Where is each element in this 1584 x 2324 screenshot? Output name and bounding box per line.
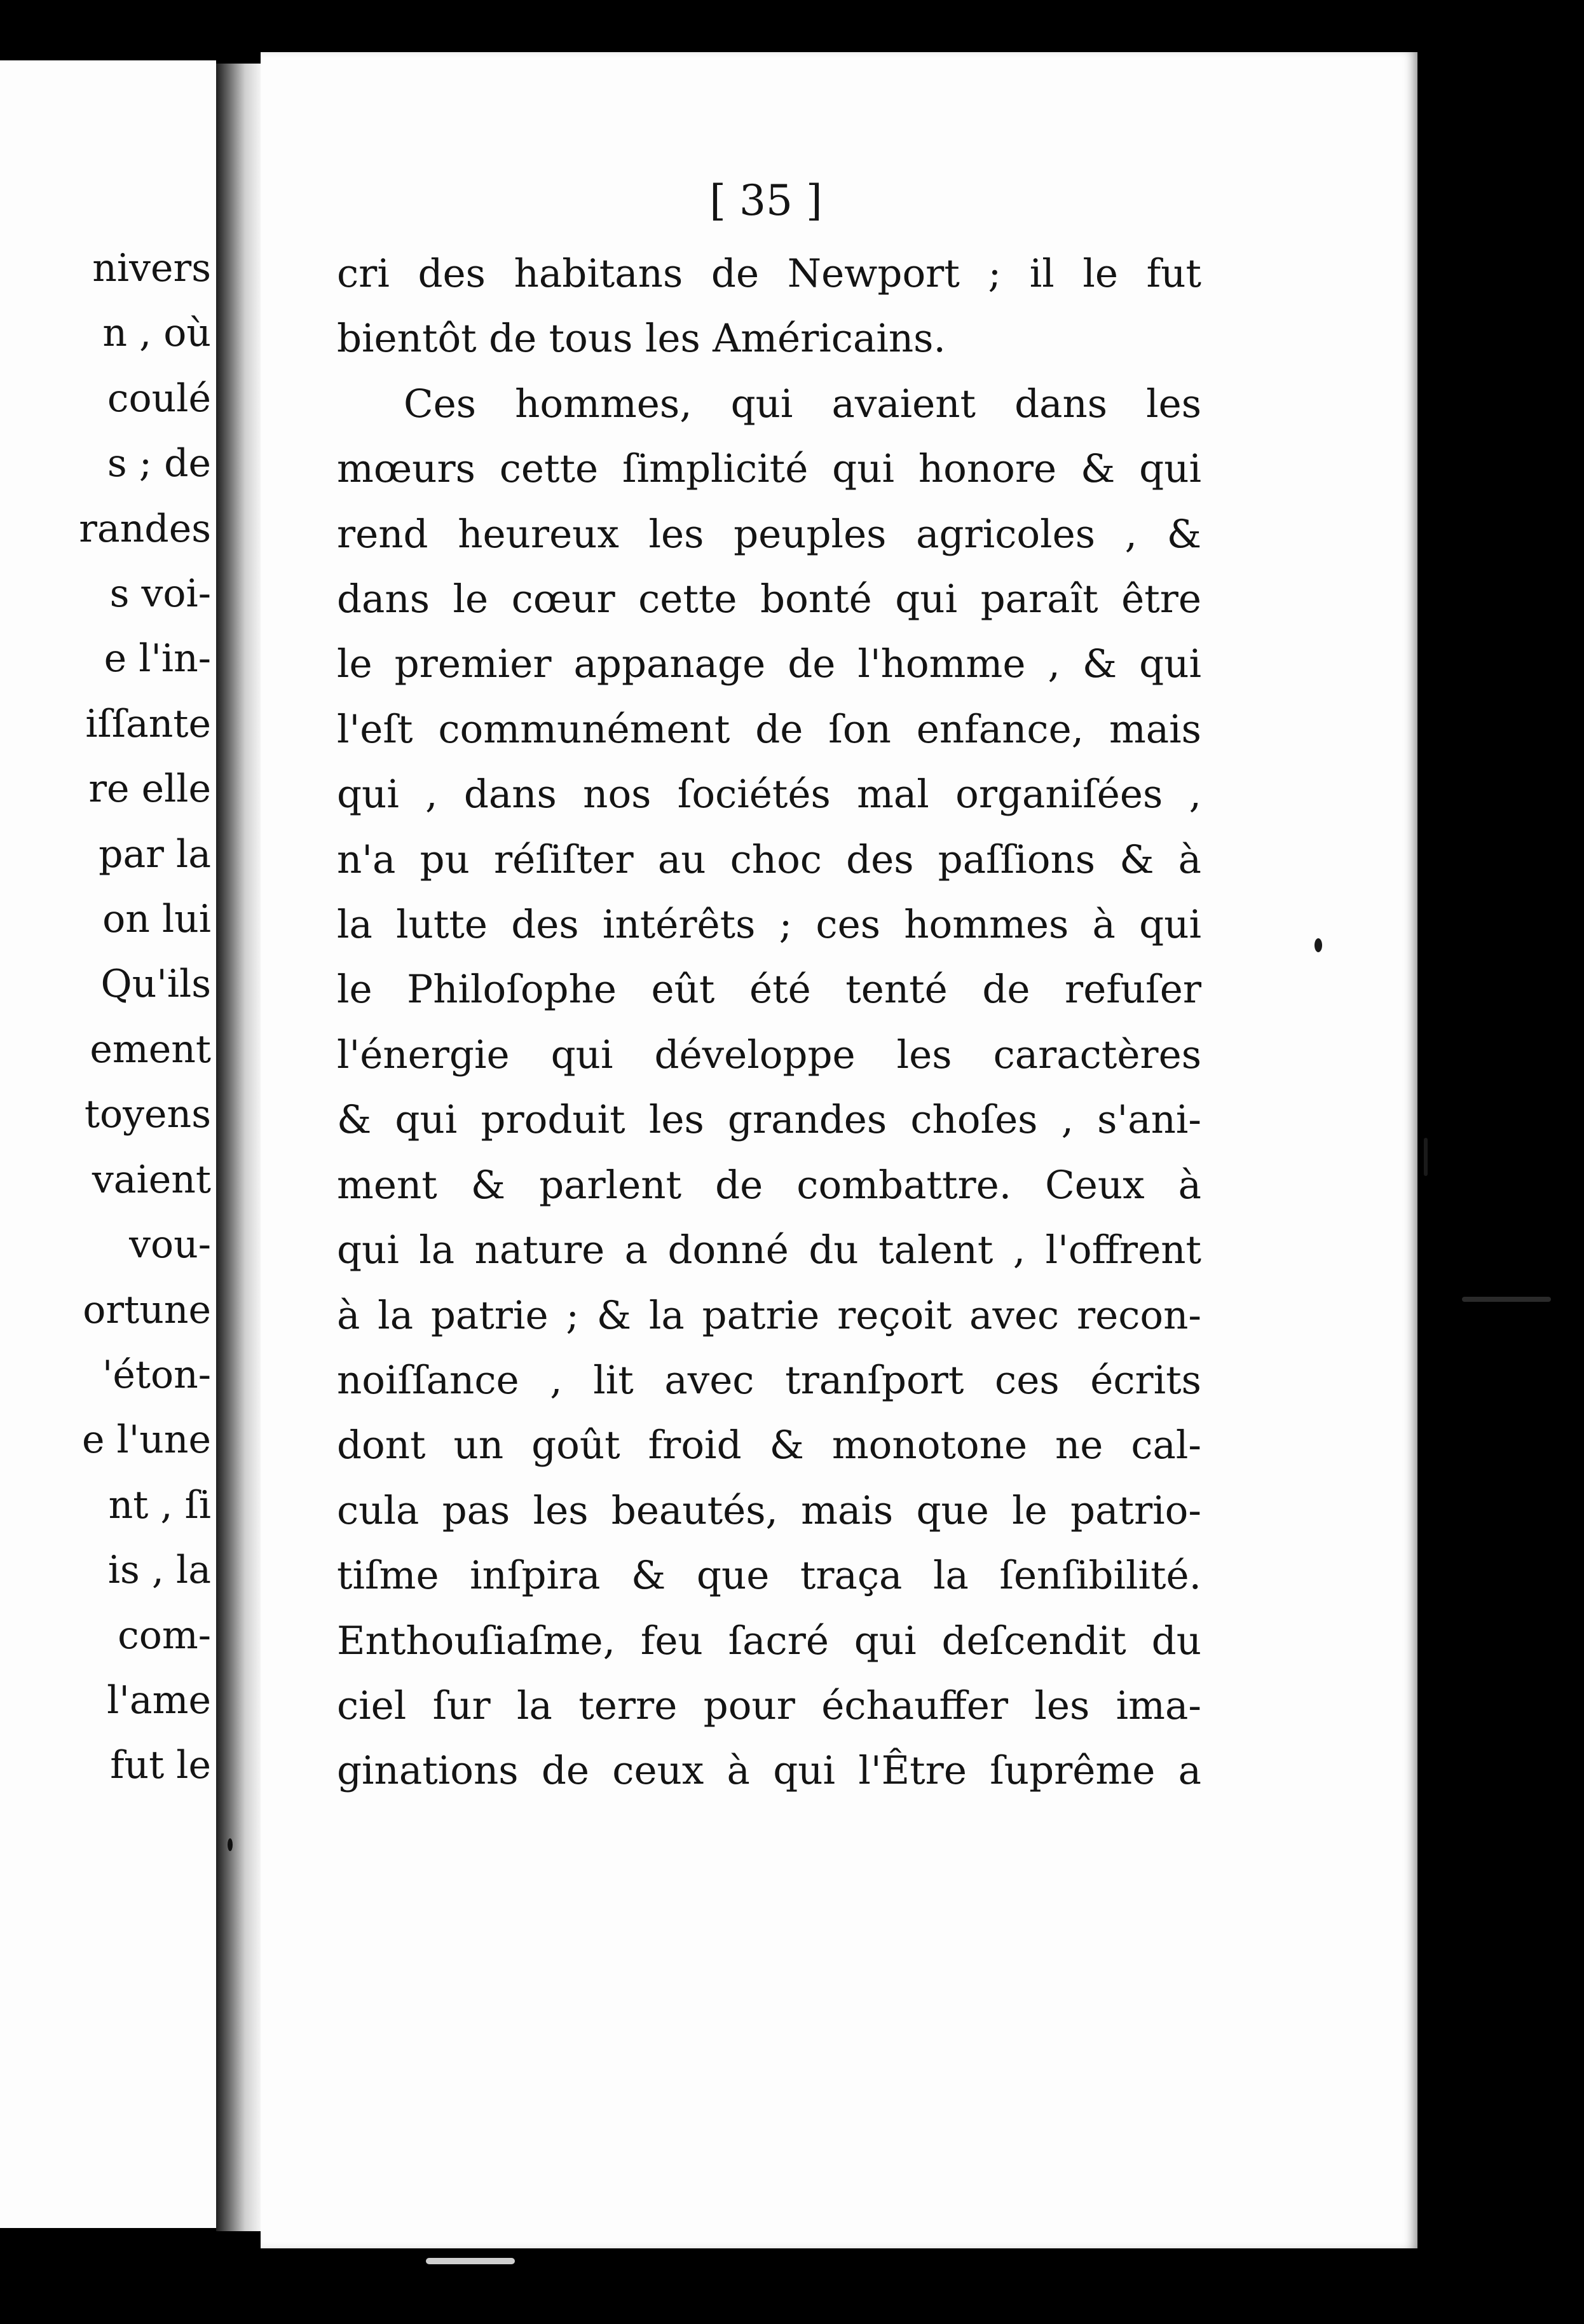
left-line: Qu'ils (100, 962, 211, 1007)
left-line: nivers (92, 246, 211, 290)
text-line: n'a pu réſiſter au choc des paſſions & à (337, 837, 1201, 882)
left-line: toyens (84, 1092, 211, 1137)
text-line: rend heureux les peuples agricoles , & (337, 511, 1201, 557)
text-line: le Philoſophe eût été tenté de refuſer (337, 967, 1201, 1013)
text-line: le premier appanage de l'homme , & qui (337, 641, 1201, 687)
text-line: à la patrie ; & la patrie reçoit avec recon- (337, 1292, 1201, 1338)
ink-speck (1462, 1297, 1551, 1302)
left-line: par la (99, 831, 211, 877)
left-line: nt , ſi (108, 1482, 211, 1528)
left-line: is , la (107, 1548, 211, 1593)
left-line: re elle (88, 767, 211, 812)
left-line: coulé (107, 376, 211, 421)
left-line: l'ame (107, 1678, 211, 1723)
left-line: s ; de (107, 441, 211, 486)
ink-speck (426, 2258, 515, 2264)
left-line: on lui (102, 897, 211, 942)
left-line: vaient (92, 1157, 211, 1202)
left-line: 'éton- (102, 1352, 211, 1397)
text-line: ginations de ceux à qui l'Être ſuprême a (337, 1748, 1201, 1794)
left-line: e l'une (81, 1418, 211, 1463)
left-line: iſſante (85, 701, 211, 746)
left-line: s voi- (109, 571, 211, 617)
left-page (0, 60, 216, 2228)
text-line: mœurs cette ſimplicité qui honore & qui (337, 446, 1201, 492)
text-line: la lutte des intérêts ; ces hommes à qui (337, 902, 1201, 948)
left-page-text (79, 236, 211, 1798)
text-line: dont un goût froid & monotone ne cal- (337, 1423, 1201, 1468)
text-line: cula pas les beautés, mais que le patrio- (337, 1487, 1201, 1533)
text-line: & qui produit les grandes choſes , s'ani- (337, 1097, 1201, 1143)
left-line: vou- (129, 1222, 211, 1268)
left-line: randes (79, 506, 211, 551)
text-line: Enthouſiaſme, feu ſacré qui deſcendit du (337, 1618, 1201, 1664)
left-line: e l'in- (104, 636, 211, 681)
left-line: ortune (83, 1287, 211, 1332)
ink-speck (1424, 1138, 1428, 1176)
text-line: l'eſt communément de ſon enfance, mais (337, 706, 1201, 752)
text-line: qui la nature a donné du talent , l'offrent (337, 1227, 1201, 1273)
left-line: com- (118, 1613, 211, 1658)
right-page-text (337, 242, 1201, 1804)
text-line: qui , dans nos ſociétés mal organiſées , (337, 772, 1201, 817)
text-line: tiſme inſpira & que traça la ſenſibilité. (337, 1553, 1201, 1599)
text-line: l'énergie qui développe les caractères (337, 1032, 1201, 1077)
text-line: ciel ſur la terre pour échauffer les ima- (337, 1683, 1201, 1728)
ink-speck (1314, 938, 1322, 952)
left-line: ement (90, 1027, 211, 1072)
ink-speck (228, 1838, 233, 1851)
text-line: noiſſance , lit avec tranſport ces écrits (337, 1357, 1201, 1403)
text-line: ment & parlent de combattre. Ceux à (337, 1162, 1201, 1208)
left-line: fut le (110, 1743, 211, 1788)
text-line: bientôt de tous les Américains. (337, 316, 946, 362)
page-number: [ 35 ] (709, 176, 823, 225)
left-line: n , où (102, 311, 211, 356)
book-gutter (216, 64, 261, 2231)
text-line: dans le cœur cette bonté qui paraît être (337, 577, 1201, 622)
text-line: cri des habitans de Newport ; il le fut (337, 251, 1201, 296)
text-line: Ces hommes, qui avaient dans les (404, 381, 1201, 427)
